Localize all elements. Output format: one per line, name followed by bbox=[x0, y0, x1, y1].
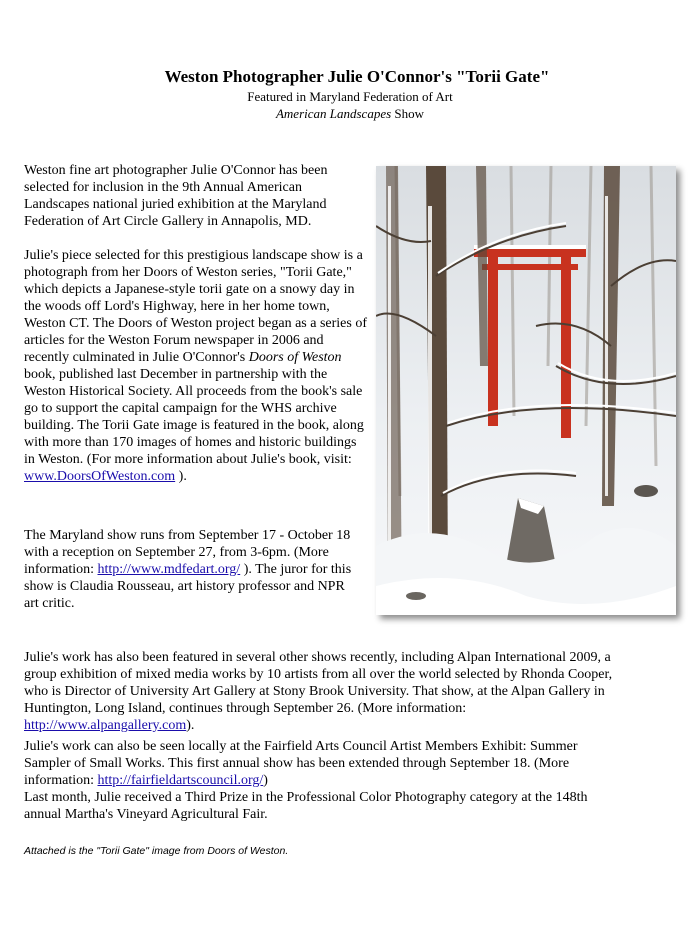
torii-gate-photo bbox=[376, 166, 676, 615]
article-subtitle: Featured in Maryland Federation of Art bbox=[247, 89, 453, 104]
paragraph-torii-gate bbox=[24, 247, 369, 485]
p4-text-1: Julie's work has also been featured in several other shows recently, including Alpan International 2009, a group exhibition of mixed media works by 10 artists from all over the world selected by Rhonda Cooper, who is Director of University Art Gallery at Stony Brook University. That show, at the Alpan Gallery in Huntington, Long Island, continues through September 26. (More information: bbox=[24, 650, 613, 716]
p2-text-2: book, published last December in partnership with the Weston Historical Society. All proceeds from the book's sale go to support the capital campaign for the WHS archive building. The Torii Gate image is featured in the book, along with more than 170 images of homes and historic buildings in Weston. (For more information about Julie's book, visit: bbox=[24, 367, 364, 467]
fairfield-arts-link[interactable]: http://fairfieldartscouncil.org/ bbox=[97, 773, 264, 788]
p5-text-2: ) bbox=[263, 773, 268, 788]
p4-text-2: ). bbox=[186, 718, 195, 733]
show-line bbox=[0, 105, 700, 122]
attachment-note: Attached is the "Torii Gate" image from Doors of Weston. bbox=[24, 845, 289, 857]
show-suffix: Show bbox=[391, 106, 425, 121]
p2-text-1: Julie's piece selected for this prestigious landscape show is a photograph from her Doors of Weston series, "Torii Gate," which depicts a Japanese-style torii gate on a snowy day in the woods off Lord's Highway, here in her home town, Weston CT. The Doors of Weston project began as a series of articles for the Weston Forum newspaper in 2006 and recently culminated in Julie O'Connor's bbox=[24, 248, 367, 365]
p3-text-3: art critic. bbox=[24, 596, 75, 611]
paragraph-fairfield bbox=[24, 738, 624, 789]
book-title: Doors of Weston bbox=[248, 350, 342, 365]
article-header bbox=[0, 66, 700, 122]
paragraph-prize: Last month, Julie received a Third Prize in the Professional Color Photography category at the 148th annual Martha's Vineyard Agricultural Fair. bbox=[24, 790, 588, 822]
mdfedart-link[interactable]: http://www.mdfedart.org/ bbox=[97, 562, 241, 577]
p2-text-3: ). bbox=[175, 469, 187, 484]
show-name: American Landscapes bbox=[275, 106, 392, 121]
paragraph-maryland-show bbox=[24, 527, 369, 612]
article-title: Weston Photographer Julie O'Connor's "Torii Gate" bbox=[164, 67, 550, 86]
doors-of-weston-link[interactable]: www.DoorsOfWeston.com bbox=[24, 469, 176, 484]
p5-text-1: Julie's work can also be seen locally at the Fairfield Arts Council Artist Members Exhibit: Summer Sampler of Small Works. This first annual show has been extended through September 18. (More information: bbox=[24, 739, 578, 788]
p3-text-1: The Maryland show runs from September 17 - October 18 with a reception on September 27, from 3-6pm. (More information: bbox=[24, 528, 351, 577]
torii-gate-photo-art bbox=[376, 166, 676, 615]
paragraph-alpan bbox=[24, 649, 624, 734]
p3-text-2: ). The juror for this show is Claudia Rousseau, art history professor and NPR bbox=[24, 562, 352, 594]
paragraph-intro: Weston fine art photographer Julie O'Connor has been selected for inclusion in the 9th Annual American Landscapes national juried exhibition at the Maryland Federation of Art Circle Gallery in Annapolis, MD. bbox=[24, 163, 328, 229]
alpan-gallery-link[interactable]: http://www.alpangallery.com bbox=[24, 718, 187, 733]
